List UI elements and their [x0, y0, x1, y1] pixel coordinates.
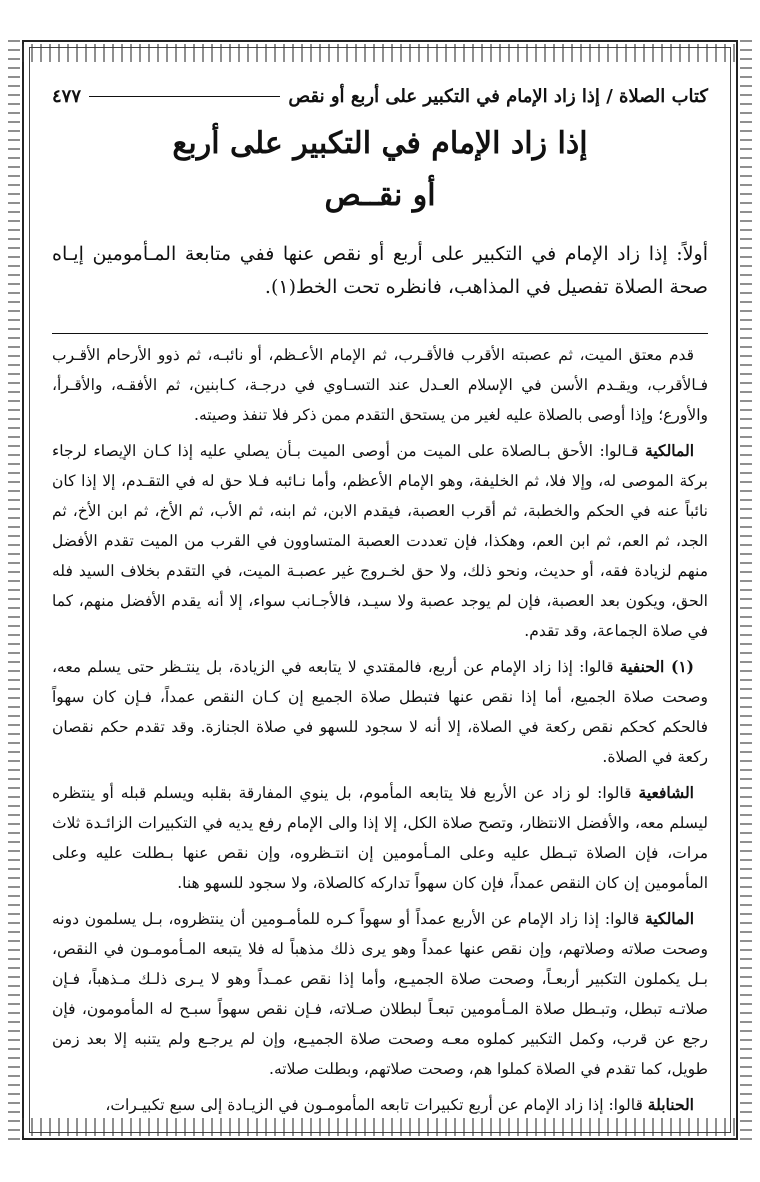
- footnote-text: قالوا: إذا زاد الإمام عن أربع تكبيرات تابعه المأمومـون في الزيـادة إلى سبع تكبيـرات،: [105, 1096, 643, 1114]
- main-paragraph: أولاً: إذا زاد الإمام في التكبير على أربع أو نقص عنها ففي متابعة المـأمومين إيـاه صحة الصلاة تفصيل في المذاهب، فانظره تحت الخط(١).: [52, 243, 708, 298]
- right-ornament-band: [740, 40, 752, 1140]
- footnote-separator: [52, 333, 708, 334]
- footnote-text: قالوا: إذا زاد الإمام عن أربع، فالمقتدي لا يتابعه في الزيادة، بل ينتـظر حتى يسلم معه، وصحت صلاة الجميع، أما إذا نقص عنها فتبطل صلاة الجميع إن كـان النقص عمداً، فـإن كان سهواً فالحكم كحكم نقص ركعة في الصلاة، إلا أنه لا سجود للسهو في صلاة الجنازة. وقد تقدم حكم نقصان ركعة في الصلاة.: [52, 658, 708, 766]
- footnote-paragraph: [52, 436, 708, 646]
- section-title: [52, 118, 708, 222]
- footnote-label: الشافعية: [638, 783, 694, 802]
- footnote-paragraph: [52, 1090, 708, 1120]
- footnote-text: قدم معتق الميت، ثم عصبته الأقرب فالأقـرب، ثم الإمام الأعـظم، أو نائبـه، ثم ذوو الأرحام الأقـرب فـالأقرب، ويقـدم الأسن في الإسلام العـدل عند التسـاوي في درجـة، كـابنين، ثم الأفقـه، والأقـرأ، والأورع؛ وإذا أوصى بالصلاة عليه لغير من يستحق التقدم ممن ذكر فلا تنفذ وصيته.: [52, 346, 708, 424]
- section-title-line2: أو نقــص: [324, 178, 436, 213]
- top-ornament-band: [22, 44, 738, 62]
- footnote-label: (١) الحنفية: [619, 657, 694, 676]
- footnote-label: المالكية: [645, 441, 694, 460]
- footnote-paragraph: [52, 778, 708, 898]
- footnote-paragraph: [52, 340, 708, 430]
- footnote-text: قالوا: لو زاد عن الأربع فلا يتابعه المأموم، بل ينوي المفارقة بقلبه ويسلم قبله أو ينتظره ليسلم معه، والأفضل الانتظار، وتصح صلاة الكل، إلا إذا والى الإمام رفع يديه في التكبيرات الزائـدة ثلاث مرات، فإن الصلاة تبـطل عليه وعلى المـأمومين إن انتـظروه، وإن نقص عنها بـطلت عليه وعلى المأمومين إن كان النقص عمداً، فإن كان سهواً تداركه كالصلاة، ولا سجود للسهو هنا.: [52, 784, 708, 892]
- header-rule: [89, 95, 280, 97]
- footnote-label: المالكية: [645, 909, 694, 928]
- left-ornament-band: [8, 40, 20, 1140]
- book-page: [52, 80, 708, 1126]
- footnote-paragraph: [52, 652, 708, 772]
- running-header: [52, 80, 708, 112]
- footnote-paragraph: [52, 904, 708, 1084]
- section-title-line1: إذا زاد الإمام في التكبير على أربع: [172, 126, 588, 161]
- footnote-label: الحنابلة: [647, 1095, 694, 1114]
- page-number: ٤٧٧: [52, 85, 82, 107]
- footnote-text: قالوا: إذا زاد الإمام عن الأربع عمداً أو سهواً كـره للمأمـومين أن ينتظروه، بـل يسلمون دونه وصحت صلاته وصلاتهم، وإن نقص عنها عمداً وهو يرى ذلك مذهباً له فلا يتبعه المـأمومـون في النقص، بـل يكملون التكبير أربعـاً، وصحت صلاة الجميـع، وأما إذا نقص عمـداً وهو لا يـرى ذلـك مـذهباً، فـإن صلاتـه تبطل، وتبـطل صلاة المـأمومين تبعـاً لبطلان صـلاته، فـإن نقص سهواً سبـح له المأمومون، فإن رجع عن قرب، وكمل التكبير كملوه معـه وصحت صلاة الجميـع، وإن لم يرجـع ولم يتنبه إلا بعد زمن طويل، كما تقدم في الصلاة كملوا هم، وصحت صلاتهم، وبطلت صلاته.: [52, 910, 708, 1078]
- running-title: كتاب الصلاة / إذا زاد الإمام في التكبير على أربع أو نقص: [288, 85, 708, 107]
- footnote-text: قـالوا: الأحق بـالصلاة على الميت من أوصى الميت بـأن يصلي عليه إذا كـان الإيصاء لرجاء بركة الموصى له، وإلا فلا، ثم الخليفة، وهو الإمام الأعظم، وأما نـائبه فـلا حق له في التقـدم، إلا إذا كان نائباً عنه في الحكم والخطبة، ثم أقرب العصبة، فيقدم الابن، ثم ابنه، ثم الأب، ثم الأخ، ثم ابن الأخ، ثم الجد، ثم العم، ثم ابن العم، وهكذا، فإن تعددت العصبة المتساوون في القرب من الميت تقدم الأفضل منهم لزيادة فقه، أو حديث، ونحو ذلك، ولا حق لخـروج غير عصبـة الميت، في التقدم بخلاف السيد فله الحق، ويكون بعد العصبة، فإن لم يوجد عصبة ولا سيـد، فالأجـانب سواء، إلا أنه يقدم الأفضل منهم، كما في صلاة الجماعة، وقد تقدم.: [52, 442, 708, 640]
